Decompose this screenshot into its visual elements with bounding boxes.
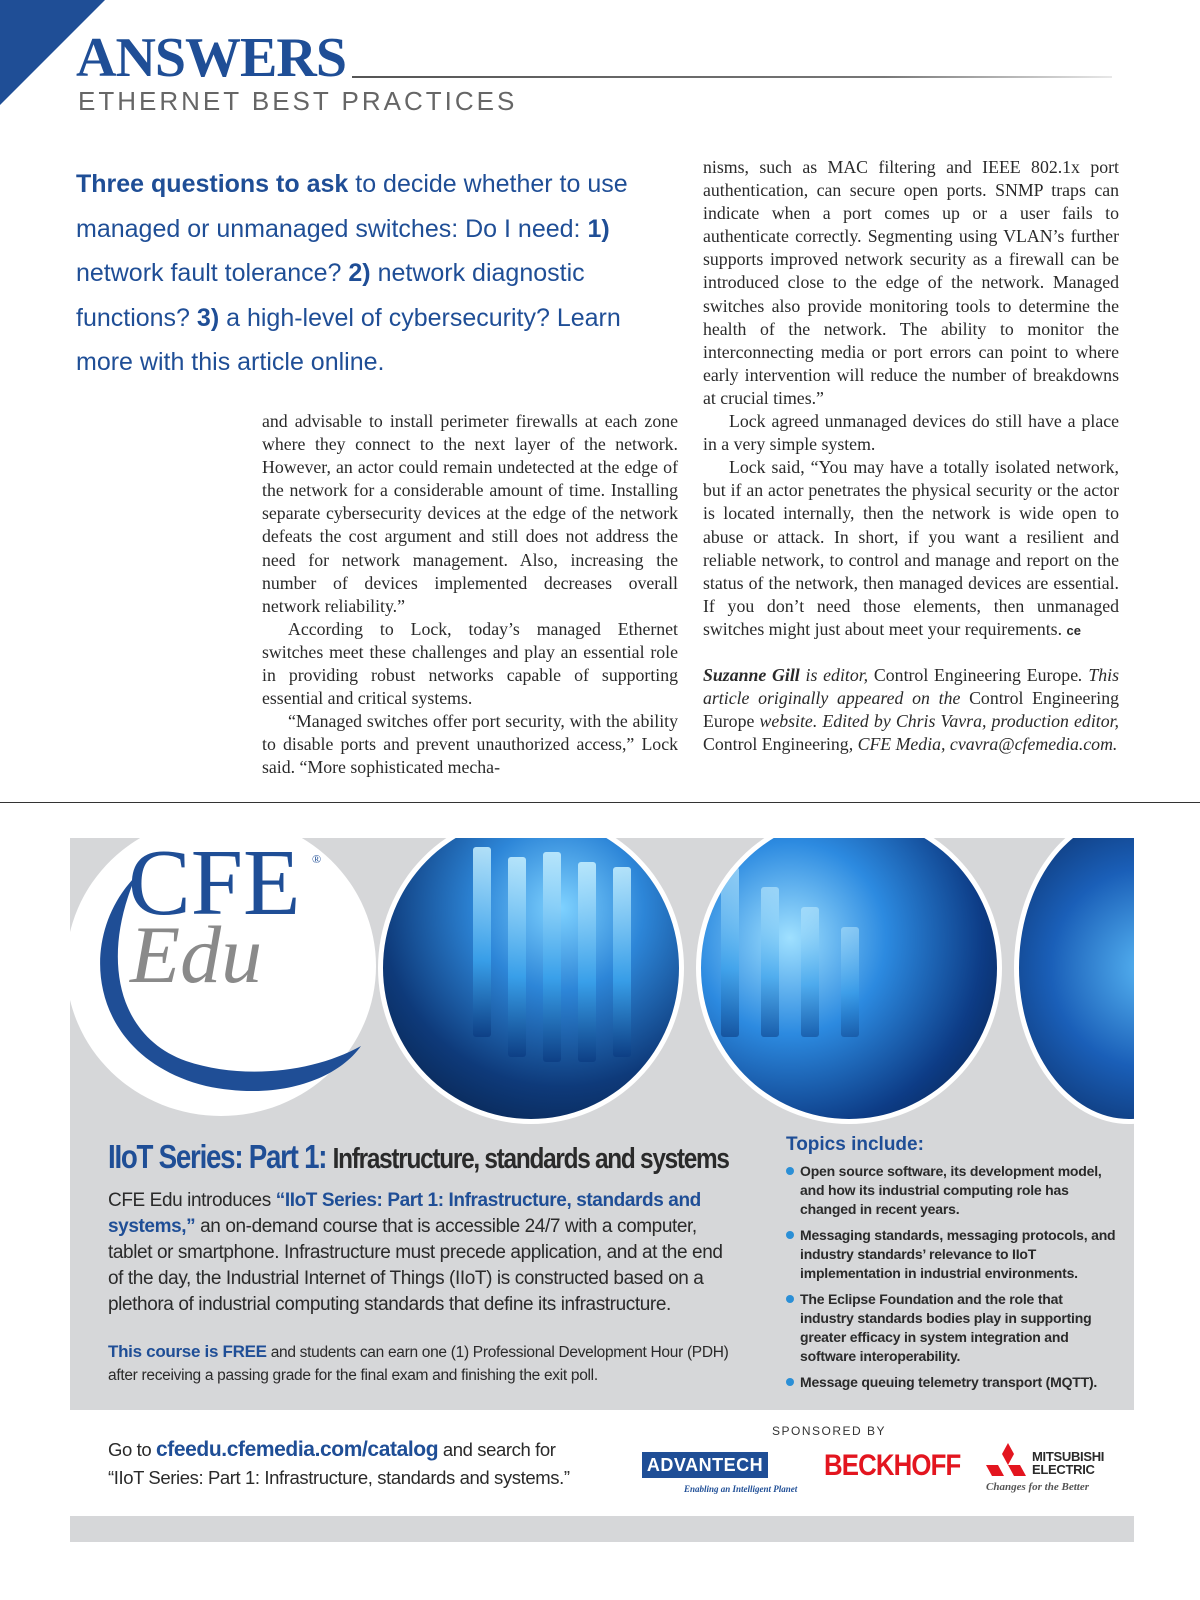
mitsubishi-tagline: Changes for the Better	[986, 1481, 1089, 1493]
mitsubishi-logo: MITSUBISHI ELECTRIC	[1032, 1449, 1105, 1477]
catalog-link[interactable]: cfeedu.cfemedia.com/catalog	[156, 1438, 439, 1461]
section-divider	[0, 802, 1200, 803]
beckhoff-logo: BECKHOFF	[824, 1449, 961, 1482]
list-item: The Eclipse Foundation and the role that industry standards bodies play in supporting greater efficacy in system integration and software interoperability.	[786, 1290, 1116, 1366]
call-to-action: Go to cfeedu.cfemedia.com/catalog and search for “IIoT Series: Part 1: Infrastructure, standards and systems.”	[108, 1438, 570, 1488]
bullet-icon	[786, 1378, 794, 1386]
list-item: Messaging standards, messaging protocols, and industry standards’ relevance to IIoT implementation in industrial environments.	[786, 1226, 1116, 1283]
sponsored-by-label: SPONSORED BY	[772, 1424, 887, 1438]
header-rule	[352, 76, 1112, 78]
mitsubishi-diamonds-icon	[986, 1443, 1030, 1481]
pull-quote-lead: Three questions to ask	[76, 170, 349, 198]
advantech-tagline: Enabling an Intelligent Planet	[684, 1484, 798, 1494]
cfe-edu-logo: CFE ® Edu	[70, 838, 376, 1116]
cfe-edu-advertisement[interactable]	[70, 838, 1134, 1410]
article-column-1	[262, 410, 678, 780]
bullet-icon	[786, 1295, 794, 1303]
author-name: Suzanne Gill	[703, 664, 800, 685]
paragraph: Lock said, “You may have a totally isolated network, but if an actor penetrates the physical security or the actor is located internally, then the network is wide open to abuse or attack. In short, if you want a resilient and reliable network, to control and manage and report on the status of the network, then managed devices are essential. If you don’t need those elements, then unmanaged switches might just about meet your requirements. ce	[703, 457, 1119, 639]
section-title: ANSWERS	[76, 27, 346, 89]
course-free-note: This course is FREE and students can earn one (1) Professional Development Hour (PDH) after receiving a passing grade for the final exam and finishing the exit poll.	[108, 1342, 729, 1384]
list-item: Open source software, its development model, and how its industrial computing role has changed in recent years.	[786, 1162, 1116, 1219]
server-photo-1	[378, 838, 684, 1124]
end-mark: ce	[1066, 622, 1081, 638]
article-column-2	[703, 156, 1119, 756]
paragraph: Lock agreed unmanaged devices do still have a place in a very simple system.	[703, 411, 1119, 455]
course-description: CFE Edu introduces “IIoT Series: Part 1: Infrastructure, standards and systems,” an on-demand course that is accessible 24/7 with a computer, tablet or smartphone. Infrastructure must precede application, and at the end of the day, the Industrial Internet of Things (IIoT) is constructed based on a plethora of industrial computing standards that define its infrastructure.	[108, 1190, 723, 1315]
paragraph: “Managed switches offer port security, with the ability to disable ports and prevent unauthorized access,” Lock said. “More sophisticated mecha-	[262, 711, 678, 778]
topics-list	[786, 1134, 1116, 1399]
course-title: IIoT Series: Part 1: Infrastructure, standards and systems	[108, 1138, 729, 1175]
bullet-icon	[786, 1231, 794, 1239]
list-item: Message queuing telemetry transport (MQTT).	[786, 1373, 1116, 1392]
paragraph: and advisable to install perimeter firewalls at each zone where they connect to the next layer of the network. However, an actor could remain undetected at the edge of the network for a considerable amount of time. Installing separate cybersecurity devices at the edge of the network defeats the cost argument and still does not address the need for network management. Also, increasing the number of devices implemented decreases overall network reliability.”	[262, 411, 678, 616]
paragraph: According to Lock, today’s managed Ethernet switches meet these challenges and play an essential role in providing robust networks capable of supporting essential and critical systems.	[262, 618, 678, 709]
paragraph: nisms, such as MAC filtering and IEEE 802.1x port authentication, can secure open ports. SNMP traps can indicate when a port comes up or a user fails to authenticate correctly. Segmenting using VLAN’s further supports improved network security as a firewall can be introduced close to the edge of the network. Managed switches also provide monitoring tools to determine the health of the network. The ability to monitor the interconnecting media or port errors can point to where early intervention will reduce the number of breakdowns at crucial times.”	[703, 157, 1119, 408]
advantech-logo: ADVANTECH	[642, 1452, 768, 1478]
author-bio: Suzanne Gill is editor, Control Engineering Europe. This article originally appeared on the Control Engineering Europe website. Edited by Chris Vavra, production editor, Control Engineering, CFE Media, cvavra@cfemedia.com.	[703, 664, 1119, 755]
topics-heading: Topics include:	[786, 1134, 924, 1155]
server-photo-2	[696, 838, 1002, 1124]
server-photo-3	[1014, 838, 1134, 1124]
pull-quote: Three questions to ask to decide whether to use managed or unmanaged switches: Do I need: 1) network fault tolerance? 2) network diagnostic functions? 3) a high-level of cybersecurity? Learn more with this article online.	[76, 170, 628, 376]
bullet-icon	[786, 1167, 794, 1175]
section-subtitle: ETHERNET BEST PRACTICES	[78, 86, 518, 116]
bottom-band	[70, 1516, 1134, 1542]
